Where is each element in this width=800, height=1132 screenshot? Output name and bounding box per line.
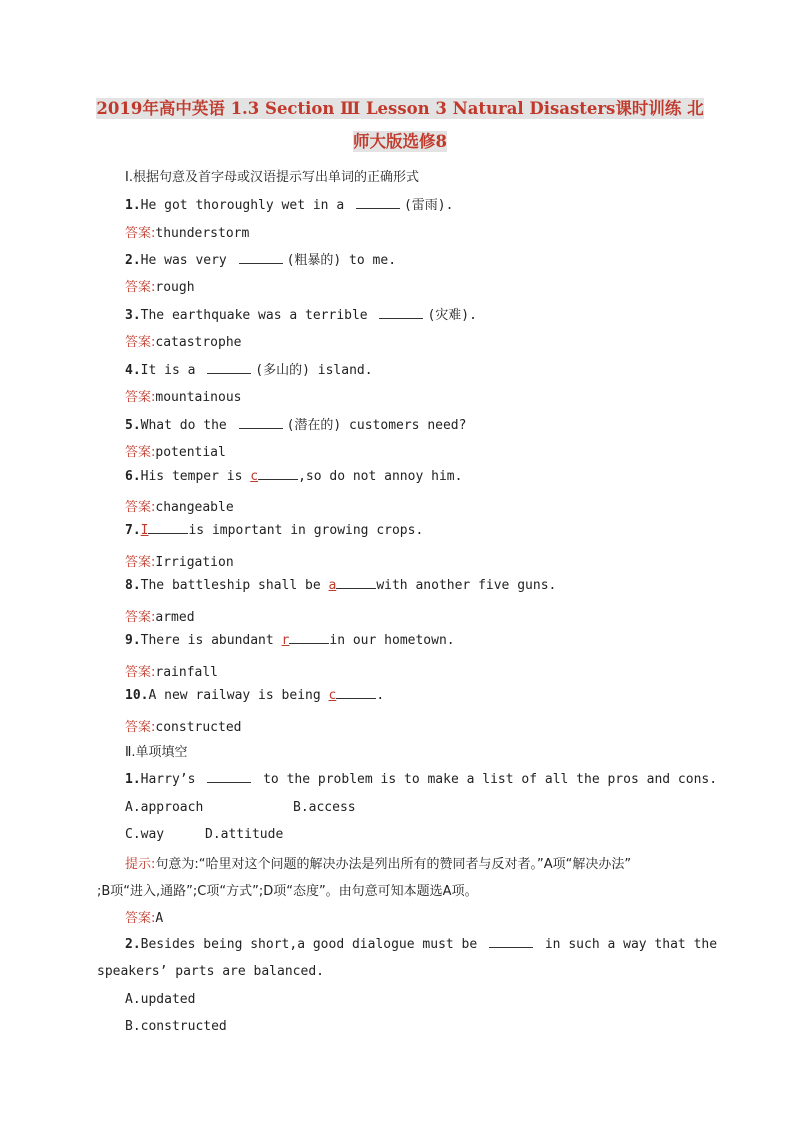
answer-blank xyxy=(289,642,329,644)
question-number: 5. xyxy=(125,418,141,433)
first-letter-hint: c xyxy=(328,688,337,703)
question-text: A new railway is being xyxy=(148,688,329,703)
question-number: 10. xyxy=(125,688,149,703)
answer-blank xyxy=(356,207,400,209)
answer-blank xyxy=(148,532,188,534)
question-number: 7. xyxy=(125,523,141,538)
chinese-hint: (潜在的) customers need? xyxy=(286,418,467,433)
q1-option-d: D.attitude xyxy=(205,827,284,842)
question-text: He was very xyxy=(140,253,235,268)
document-title xyxy=(90,92,710,158)
q2-text-after: in such a way that the xyxy=(537,937,718,952)
answer-blank xyxy=(239,262,283,264)
question-text: The battleship shall be xyxy=(140,578,329,593)
question-text: There is abundant xyxy=(140,633,282,648)
first-letter-hint: c xyxy=(250,469,259,484)
q1-hint xyxy=(125,853,631,872)
q1-answer xyxy=(125,907,163,926)
answer-value: changeable xyxy=(155,500,234,515)
question-text: What do the xyxy=(140,418,235,433)
answer-3 xyxy=(125,331,241,350)
question-text-after: ,so do not annoy him. xyxy=(298,469,463,484)
answer-label: 答案: xyxy=(125,335,156,350)
answer-value: armed xyxy=(155,610,195,625)
question-text: His temper is xyxy=(140,469,251,484)
q2-stem xyxy=(125,937,717,952)
answer-label: 答案: xyxy=(125,555,156,570)
q1-option-a: A.approach xyxy=(125,800,204,815)
fill-question-7 xyxy=(125,523,423,538)
answer-blank xyxy=(336,587,376,589)
question-number: 6. xyxy=(125,469,141,484)
answer-blank xyxy=(336,697,376,699)
question-text-after: with another five guns. xyxy=(376,578,557,593)
q2-number: 2. xyxy=(125,937,141,952)
q1-text-before: Harry’s xyxy=(140,772,204,787)
answer-label: 答案: xyxy=(125,720,156,735)
fill-question-2 xyxy=(125,249,396,268)
answer-7 xyxy=(125,551,234,570)
answer-blank xyxy=(258,478,298,480)
question-text-after: . xyxy=(376,688,385,703)
fill-question-4 xyxy=(125,359,373,378)
question-text: He got thoroughly wet in a xyxy=(140,198,352,213)
q2-stem-line2: speakers’ parts are balanced. xyxy=(97,964,324,979)
first-letter-hint: r xyxy=(281,633,290,648)
fill-question-1 xyxy=(125,194,453,213)
question-text-after: in our hometown. xyxy=(329,633,455,648)
fill-question-5 xyxy=(125,414,466,433)
q2-blank xyxy=(489,946,533,948)
section1-heading: Ⅰ.根据句意及首字母或汉语提示写出单词的正确形式 xyxy=(125,170,419,185)
q1-option-b: B.access xyxy=(293,800,356,815)
answer-label: 答案: xyxy=(125,610,156,625)
answer-value: thunderstorm xyxy=(155,226,250,241)
question-number: 4. xyxy=(125,363,141,378)
fill-question-10 xyxy=(125,688,384,703)
answer-2 xyxy=(125,276,195,295)
answer-value: potential xyxy=(155,445,226,460)
q1-option-c: C.way xyxy=(125,827,165,842)
answer-label: 答案: xyxy=(125,500,156,515)
section2-heading: Ⅱ.单项填空 xyxy=(125,745,188,760)
q1-answer-value: A xyxy=(155,911,164,926)
answer-label: 答案: xyxy=(125,226,156,241)
fill-question-6 xyxy=(125,469,462,484)
answer-label: 答案: xyxy=(125,665,156,680)
title-line-2: 师大版选修8 xyxy=(353,132,447,151)
question-number: 3. xyxy=(125,308,141,323)
question-text: The earthquake was a terrible xyxy=(140,308,376,323)
q2-option-a: A.updated xyxy=(125,992,196,1007)
answer-value: catastrophe xyxy=(155,335,242,350)
hint-label: 提示: xyxy=(125,857,156,872)
fill-question-8 xyxy=(125,578,556,593)
q1-number: 1. xyxy=(125,772,141,787)
fill-question-3 xyxy=(125,304,477,323)
chinese-hint: (粗暴的) to me. xyxy=(286,253,397,268)
answer-blank xyxy=(207,372,251,374)
q1-text-after: to the problem is to make a list of all the pros and cons. xyxy=(255,772,718,787)
answer-9 xyxy=(125,661,218,680)
answer-blank xyxy=(239,427,283,429)
answer-value: mountainous xyxy=(155,390,242,405)
answer-blank xyxy=(379,317,423,319)
fill-question-9 xyxy=(125,633,455,648)
answer-value: rough xyxy=(155,280,195,295)
answer-value: constructed xyxy=(155,720,242,735)
answer-label: 答案: xyxy=(125,911,156,926)
answer-value: Irrigation xyxy=(155,555,234,570)
question-number: 9. xyxy=(125,633,141,648)
q1-blank xyxy=(207,781,251,783)
chinese-hint: (多山的) island. xyxy=(255,363,373,378)
answer-label: 答案: xyxy=(125,280,156,295)
question-text-after: is important in growing crops. xyxy=(188,523,424,538)
question-number: 1. xyxy=(125,198,141,213)
first-letter-hint: I xyxy=(140,523,149,538)
answer-4 xyxy=(125,386,241,405)
answer-label: 答案: xyxy=(125,445,156,460)
answer-5 xyxy=(125,441,226,460)
answer-1 xyxy=(125,222,249,241)
q1-hint-line2: ;B项“进入,通路”;C项“方式”;D项“态度”。由句意可知本题选A项。 xyxy=(97,884,478,899)
q2-text-before: Besides being short,a good dialogue must be xyxy=(140,937,486,952)
answer-6 xyxy=(125,496,234,515)
q1-hint-line1: 句意为:“哈里对这个问题的解决办法是列出所有的赞同者与反对者。”A项“解决办法” xyxy=(155,857,632,872)
chinese-hint: (雷雨). xyxy=(403,198,454,213)
chinese-hint: (灾难). xyxy=(427,308,477,323)
answer-label: 答案: xyxy=(125,390,156,405)
q2-option-b: B.constructed xyxy=(125,1019,227,1034)
question-number: 2. xyxy=(125,253,141,268)
question-text: It is a xyxy=(140,363,204,378)
answer-10 xyxy=(125,716,241,735)
answer-value: rainfall xyxy=(155,665,219,680)
answer-8 xyxy=(125,606,195,625)
first-letter-hint: a xyxy=(328,578,337,593)
question-number: 8. xyxy=(125,578,141,593)
title-line-1: 2019年高中英语 1.3 Section Ⅲ Lesson 3 Natural Disasters课时训练 北 xyxy=(96,99,704,118)
q1-stem xyxy=(125,772,717,787)
